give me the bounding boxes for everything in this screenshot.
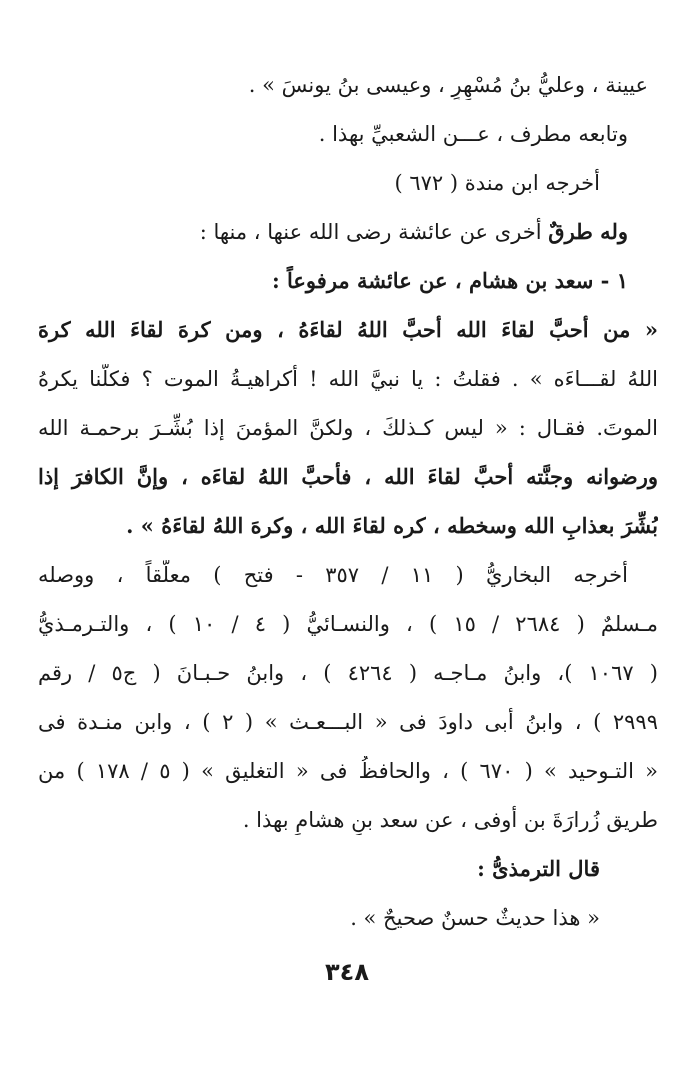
hadith-text-4: ورضوانه وجنَّته أحبَّ لقاءَ الله ، فأحبَّ اللهُ لقاءَه ، وإنَّ الكافرَ إذا bbox=[38, 464, 658, 489]
hadith-line-1 bbox=[38, 315, 658, 345]
hadith-line-3: الموتَ. فقـال : « ليس كـذلكَ ، ولكنَّ المؤمنَ إذا بُشِّـرَ برحمـة الله bbox=[38, 416, 658, 440]
hadith-line-2: اللهُ لقـــاءَه » . فقلتُ : يا نبيَّ الله ! أكراهيـةُ الموت ؟ فكلُّنا يكرهُ bbox=[38, 367, 658, 391]
takhrij-line-2: مـسلمٌ ( ٢٦٨٤ / ١٥ ) ، والنسـائيُّ ( ٤ / ١٠ ) ، والتـرمـذيُّ bbox=[38, 612, 658, 636]
text-line-1: عيينة ، وعليُّ بنُ مُسْهِرٍ ، وعيسى بنُ يونسَ » . bbox=[248, 73, 648, 97]
hadith-text-1: « من أحبَّ لقاءَ الله أحبَّ اللهُ لقاءَهُ ، ومن كرهَ لقاءَ الله كرهَ bbox=[38, 317, 658, 342]
tirmidhi-heading bbox=[38, 854, 658, 884]
hadith-line-4 bbox=[38, 462, 658, 492]
hadith-text-5: بُشِّرَ بعذابِ الله وسخطه ، كره لقاءَ الله ، وكرهَ اللهُ لقاءَهُ » . bbox=[126, 513, 658, 538]
book-page bbox=[38, 70, 658, 952]
text-line-4-rest: أخرى عن عائشة رضى الله عنها ، منها : bbox=[199, 220, 542, 244]
qala-tirmidhi: قال الترمذىُّ : bbox=[477, 856, 600, 881]
page-number: ٣٤٨ bbox=[325, 958, 369, 986]
takhrij-line-3: ( ١٠٦٧ )، وابنُ مـاجـه ( ٤٢٦٤ ) ، وابنُ حـبـانَ ( ج٥ / رقم bbox=[38, 661, 658, 685]
takhrij-line-6: طريق زُرارَةَ بن أوفى ، عن سعد بنِ هشامٍ بهذا . bbox=[242, 808, 658, 832]
hadith-line-5 bbox=[38, 511, 658, 541]
takhrij-line-4: ٢٩٩٩ ) ، وابنُ أبى داودَ فى « البـــعـث » ( ٢ ) ، وابن منـدة فى bbox=[38, 710, 658, 734]
text-line-2: وتابعه مطرف ، عـــن الشعبيِّ بهذا . bbox=[318, 122, 628, 146]
tirmidhi-verdict: « هذا حديثٌ حسنٌ صحيحٌ » . bbox=[350, 906, 600, 930]
takhrij-line-5: « التـوحيد » ( ٦٧٠ ) ، والحافظُ فى « التغليق » ( ٥ / ١٧٨ ) من bbox=[38, 759, 658, 783]
heading-wa-lahu-turuq: وله طرقٌ bbox=[548, 219, 628, 244]
text-line-3: أخرجه ابن مندة ( ٦٧٢ ) bbox=[394, 171, 600, 195]
takhrij-line-1: أخرجه البخاريُّ ( ١١ / ٣٥٧ - فتح ) معلَّقاً ، ووصله bbox=[38, 563, 628, 587]
hadith-chain-heading bbox=[38, 266, 658, 296]
text-line-4 bbox=[38, 217, 658, 247]
chain-sad-ibn-hisham: ١ - سعد بن هشام ، عن عائشة مرفوعاً : bbox=[271, 268, 628, 293]
